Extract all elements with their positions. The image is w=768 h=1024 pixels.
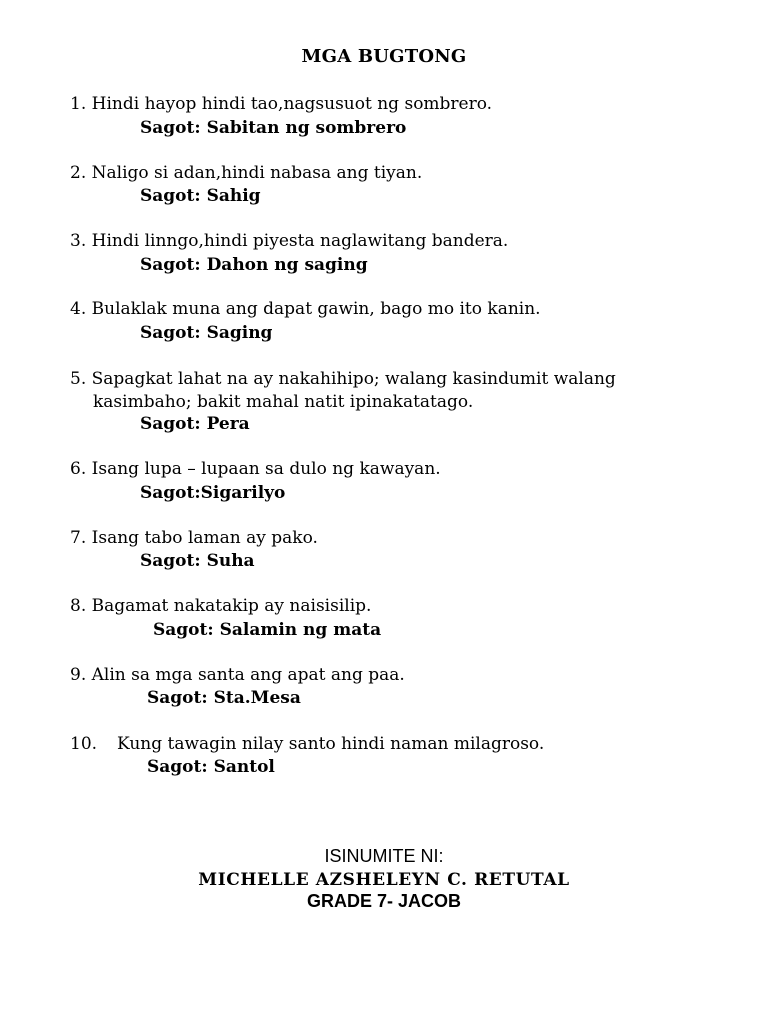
riddle-number: 5. xyxy=(70,369,87,389)
riddle-question: Bagamat nakatakip ay naisisilip. xyxy=(91,596,372,616)
riddle-number: 1. xyxy=(70,94,87,114)
riddle-answer: Sagot: Santol xyxy=(147,757,275,777)
riddle-answer: Sagot: Pera xyxy=(140,414,250,434)
riddle-question: Hindi linngo,hindi piyesta naglawitang bandera. xyxy=(91,231,509,251)
riddle-question: Sapagkat lahat na ay nakahihipo; walang kasindumit walang xyxy=(91,369,616,389)
student-name: MICHELLE AZSHELEYN C. RETUTAL xyxy=(198,870,570,890)
riddle-answer: Sagot: Salamin ng mata xyxy=(153,620,382,640)
riddle-question: Kung tawagin nilay santo hindi naman milagroso. xyxy=(117,734,545,754)
riddle-number: 7. xyxy=(70,528,87,548)
riddle-number: 9. xyxy=(70,665,87,685)
page-title: MGA BUGTONG xyxy=(301,46,467,67)
riddle-number: 3. xyxy=(70,231,87,251)
riddle-answer: Sagot: Saging xyxy=(140,323,273,343)
riddle-answer: Sagot: Sabitan ng sombrero xyxy=(140,118,407,138)
riddle-question-continued: kasimbaho; bakit mahal natit ipinakatatago. xyxy=(93,392,474,412)
riddle-number: 6. xyxy=(70,459,87,479)
grade-section: GRADE 7- JACOB xyxy=(306,891,462,911)
riddle-question: Naligo si adan,hindi nabasa ang tiyan. xyxy=(91,163,423,183)
riddle-question: Hindi hayop hindi tao,nagsusuot ng sombrero. xyxy=(91,94,493,114)
riddle-number: 10. xyxy=(70,734,98,754)
riddle-question: Isang lupa – lupaan sa dulo ng kawayan. xyxy=(91,459,441,479)
submitted-by-label: ISINUMITE NI: xyxy=(324,846,444,866)
riddle-question: Bulaklak muna ang dapat gawin, bago mo ito kanin. xyxy=(91,299,541,319)
riddle-answer: Sagot:Sigarilyo xyxy=(140,483,286,503)
riddle-answer: Sagot: Sahig xyxy=(140,186,261,206)
riddle-answer: Sagot: Sta.Mesa xyxy=(147,688,301,708)
riddle-number: 2. xyxy=(70,163,87,183)
riddle-answer: Sagot: Dahon ng saging xyxy=(140,255,368,275)
riddle-question: Alin sa mga santa ang apat ang paa. xyxy=(91,665,405,685)
riddle-question: Isang tabo laman ay pako. xyxy=(91,528,318,548)
riddle-answer: Sagot: Suha xyxy=(140,551,255,571)
riddle-number: 4. xyxy=(70,299,87,319)
riddle-number: 8. xyxy=(70,596,87,616)
